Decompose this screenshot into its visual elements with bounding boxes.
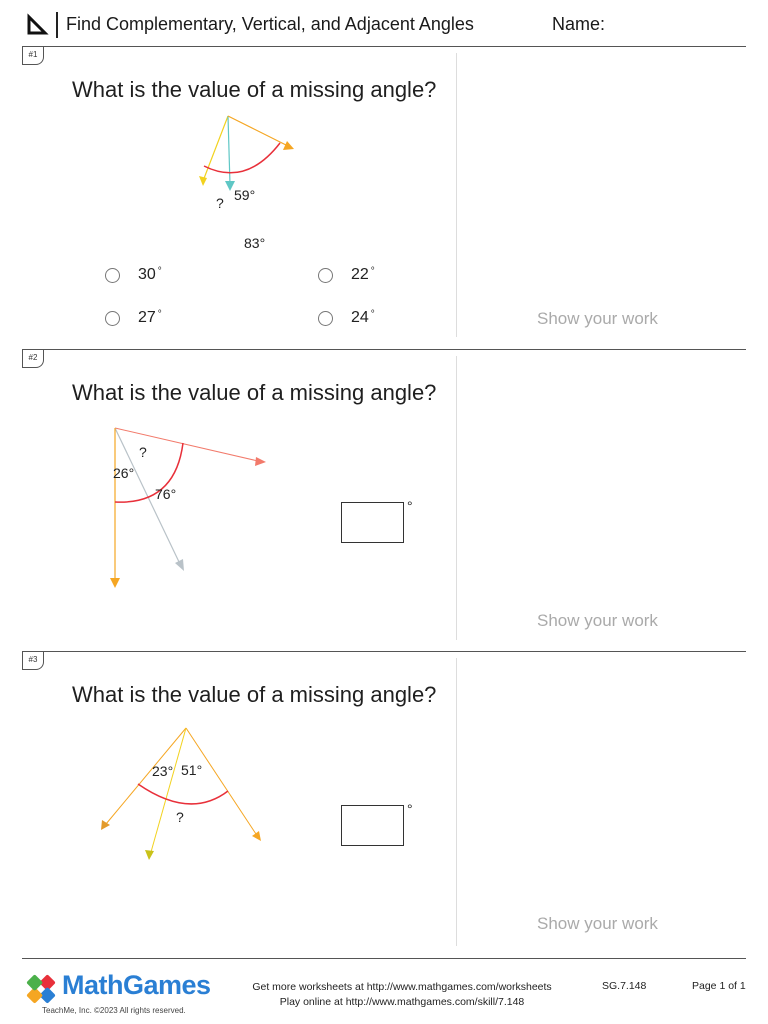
radio-button[interactable] [318,268,333,283]
degree-symbol: ° [370,265,375,277]
page-number: Page 1 of 1 [692,980,746,992]
angle-label: ? [216,195,224,211]
footer-links [232,980,572,1010]
angle-arc [138,784,228,804]
work-area-divider [456,53,457,337]
answer-choice[interactable] [105,266,162,284]
name-label: Name: [552,14,606,34]
angle-label: ? [139,444,147,460]
degree-symbol: ° [370,308,375,320]
ray-orange [228,116,286,145]
problem-number: #2 [22,350,44,368]
ray-teal [228,116,230,185]
radio-button[interactable] [105,268,120,283]
arrowhead [175,559,184,571]
brand-name: MathGames [62,970,211,1000]
show-your-work: Show your work [537,914,658,933]
radio-button[interactable] [318,311,333,326]
angle-diagram [100,420,280,595]
question-text: What is the value of a missing angle? [72,682,437,707]
question-text: What is the value of a missing angle? [72,380,437,405]
skill-link[interactable]: Play online at http://www.mathgames.com/skill/7.148 [279,996,525,1008]
angle-label: 51° [181,762,203,778]
answer-choice[interactable] [105,309,162,327]
arrowhead [145,850,154,860]
choice-value: 22 [351,266,369,283]
problem-2 [0,350,768,651]
answer-input-box[interactable] [341,805,404,846]
degree-symbol: ° [157,265,162,277]
choice-value: 27 [138,309,156,326]
radio-button[interactable] [105,311,120,326]
arrowhead [283,141,294,150]
page-footer [0,958,768,1024]
show-your-work: Show your work [537,611,658,630]
ray-orange-right [186,728,256,834]
answer-choice[interactable] [318,309,375,327]
problem-3 [0,652,768,958]
question-text: What is the value of a missing angle? [72,77,437,102]
problem-number: #3 [22,652,44,670]
ray-yellow [151,728,186,852]
set-square-icon [26,15,48,35]
angle-label: ? [176,809,184,825]
problem-number: #1 [22,47,44,65]
work-area-divider [456,356,457,640]
copyright: TeachMe, Inc. ©2023 All rights reserved. [42,1006,186,1015]
skill-code: SG.7.148 [602,980,647,992]
ray-orange-left [106,728,186,824]
worksheet-title: Find Complementary, Vertical, and Adjacent Angles [66,14,474,34]
degree-symbol: ° [157,308,162,320]
arrowhead [252,831,261,841]
arrowhead [199,176,207,186]
problem-1 [0,47,768,349]
arrowhead [110,578,120,588]
answer-choice[interactable] [318,266,375,284]
angle-diagram [190,105,310,251]
degree-symbol: ° [407,498,413,514]
answer-input-box[interactable] [341,502,404,543]
degree-symbol: ° [407,801,413,817]
angle-label: 83° [244,235,266,251]
angle-label: 59° [234,187,256,203]
angle-label: 23° [152,763,174,779]
header-separator [56,12,58,38]
angle-label: 26° [113,465,135,481]
angle-diagram [90,720,280,870]
worksheets-link[interactable]: Get more worksheets at http://www.mathgames.com/worksheets [252,981,552,993]
arrowhead [255,457,266,466]
choice-value: 30 [138,266,156,283]
ray-salmon [115,428,258,461]
worksheet-header [0,0,768,46]
angle-label: 76° [155,486,177,502]
choice-value: 24 [351,309,369,326]
show-your-work: Show your work [537,309,658,328]
work-area-divider [456,658,457,946]
